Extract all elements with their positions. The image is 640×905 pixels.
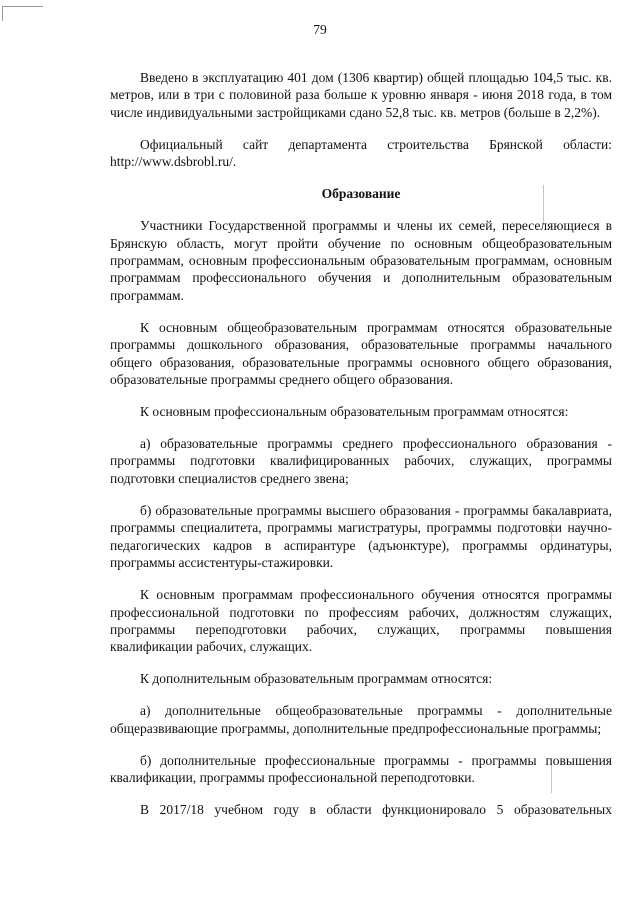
paragraph-continued: В 2017/18 учебном году в области функционировало 5 образовательных	[140, 802, 612, 818]
list-item: а) образовательные программы среднего профессионального образования - программы подготовки квалифицированных рабочих, служащих, программы подготовки специалистов среднего звена;	[110, 436, 612, 486]
paragraph: К основным программам профессионального обучения относятся программы профессиональной подготовки по профессиям рабочих, должностям служащих, программы переподготовки рабочих, служащих, программы повышения квалификации рабочих, служащих.	[110, 587, 612, 655]
list-item: б) дополнительные профессиональные программы - программы повышения квалификации, программы профессиональной переподготовки.	[110, 752, 612, 786]
scan-corner-mark	[2, 6, 43, 21]
paragraph: К основным общеобразовательным программам относятся образовательные программы дошкольного образования, образовательные программы начального общего образования, образовательные программы основного общего образования, образовательные программы среднего общего образования.	[110, 319, 612, 388]
document-body	[110, 69, 612, 833]
paragraph-housing: Введено в эксплуатацию 401 дом (1306 квартир) общей площадью 104,5 тыс. кв. метров, или в три с половиной раза больше к уровню января - июня 2018 года, в том числе индивидуальными застройщиками сдано 52,8 тыс. кв. метров (больше в 2,2%).	[110, 70, 612, 120]
list-item: а) дополнительные общеобразовательные программы - дополнительные общеразвивающие программы, дополнительные предпрофессиональные программы;	[110, 703, 612, 736]
section-heading: Образование	[321, 186, 401, 202]
paragraph: К дополнительным образовательным программам относятся:	[140, 671, 493, 687]
list-item: б) образовательные программы высшего образования - программы бакалавриата, программы специалитета, программы магистратуры, программы подготовки научно-педагогических кадров в аспирантуре (адъюнктуре), программы ординатуры, программы ассистентуры-стажировки.	[110, 502, 612, 571]
paragraph-website: Официальный сайт департамента строительства Брянской области: http://www.dsbrobl.ru/.	[110, 136, 612, 170]
page-number: 79	[313, 22, 327, 37]
paragraph: Участники Государственной программы и члены их семей, переселяющиеся в Брянскую область, могут пройти обучение по основным общеобразовательным программам, основным профессиональным образовательным программам, основным программам профессионального обучения и дополнительным образовательным программам.	[110, 218, 612, 303]
paragraph: К основным профессиональным образовательным программам относятся:	[140, 404, 569, 420]
